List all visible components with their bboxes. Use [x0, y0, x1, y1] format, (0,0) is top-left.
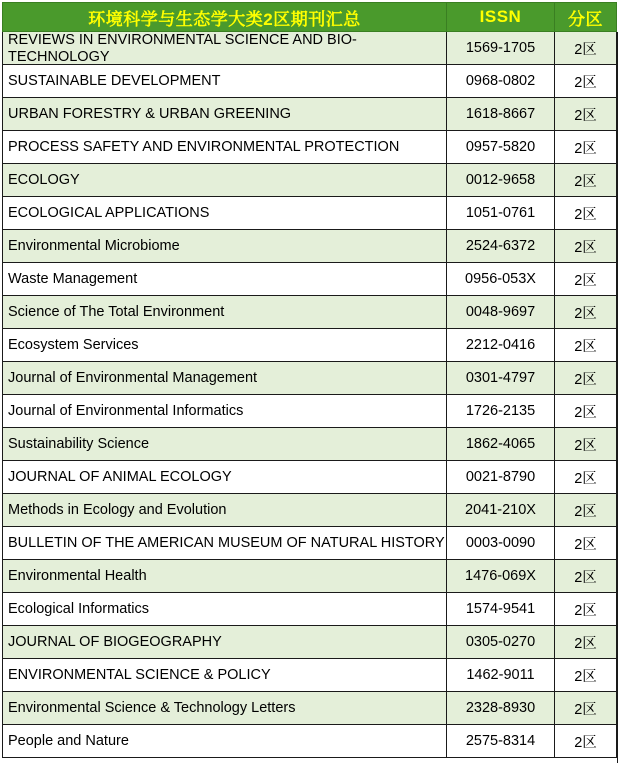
header-row [3, 3, 617, 32]
zone-cell[interactable]: 2区 [555, 131, 617, 164]
issn-cell[interactable]: 0301-4797 [447, 362, 555, 395]
zone-cell[interactable]: 2区 [555, 461, 617, 494]
issn-cell[interactable]: 2575-8314 [447, 725, 555, 758]
journal-name-cell[interactable] [3, 560, 447, 593]
journal-name-cell[interactable] [3, 428, 447, 461]
journal-name-text: Ecosystem Services [8, 337, 139, 353]
issn-cell[interactable]: 0021-8790 [447, 461, 555, 494]
table-row [3, 593, 617, 626]
journal-name-cell[interactable] [3, 593, 447, 626]
table-row [3, 164, 617, 197]
journal-name-cell[interactable] [3, 725, 447, 758]
journal-name-cell[interactable] [3, 296, 447, 329]
zone-cell[interactable]: 2区 [555, 494, 617, 527]
issn-cell[interactable]: 0012-9658 [447, 164, 555, 197]
journal-name-cell[interactable] [3, 395, 447, 428]
journal-name-text: Waste Management [8, 271, 138, 287]
issn-cell[interactable]: 1051-0761 [447, 197, 555, 230]
table-row [3, 263, 617, 296]
zone-cell[interactable]: 2区 [555, 296, 617, 329]
table-row [3, 527, 617, 560]
adjacent-column-edge [617, 32, 621, 763]
zone-cell[interactable]: 2区 [555, 329, 617, 362]
zone-cell[interactable]: 2区 [555, 428, 617, 461]
journal-name-cell[interactable] [3, 626, 447, 659]
table-row [3, 197, 617, 230]
zone-cell[interactable]: 2区 [555, 527, 617, 560]
journal-name-cell[interactable] [3, 329, 447, 362]
issn-cell[interactable]: 1476-069X [447, 560, 555, 593]
journal-name-text: Environmental Science & Technology Letters [8, 700, 296, 716]
journal-name-cell[interactable] [3, 692, 447, 725]
issn-cell[interactable]: 1726-2135 [447, 395, 555, 428]
issn-cell[interactable]: 0957-5820 [447, 131, 555, 164]
issn-cell[interactable]: 1462-9011 [447, 659, 555, 692]
table-row [3, 65, 617, 98]
table-row [3, 626, 617, 659]
issn-cell[interactable]: 0305-0270 [447, 626, 555, 659]
table-row [3, 428, 617, 461]
header-issn[interactable]: ISSN [447, 3, 555, 32]
journal-name-cell[interactable] [3, 263, 447, 296]
journal-name-cell[interactable] [3, 494, 447, 527]
journal-name-text: Ecological Informatics [8, 601, 150, 617]
zone-cell[interactable]: 2区 [555, 560, 617, 593]
zone-cell[interactable]: 2区 [555, 65, 617, 98]
journal-name-cell[interactable] [3, 461, 447, 494]
issn-cell[interactable]: 2041-210X [447, 494, 555, 527]
zone-cell[interactable]: 2区 [555, 692, 617, 725]
journal-name-cell[interactable] [3, 527, 447, 560]
journal-name-text: Environmental Health [8, 568, 147, 584]
journal-name-text: Sustainability Science [8, 436, 150, 452]
issn-cell[interactable]: 1618-8667 [447, 98, 555, 131]
journal-name-cell[interactable] [3, 65, 447, 98]
journal-name-cell[interactable] [3, 230, 447, 263]
zone-cell[interactable]: 2区 [555, 395, 617, 428]
zone-cell[interactable]: 2区 [555, 725, 617, 758]
zone-cell[interactable]: 2区 [555, 197, 617, 230]
table-row [3, 296, 617, 329]
journal-name-cell[interactable] [3, 32, 447, 65]
table-row [3, 362, 617, 395]
table-row [3, 494, 617, 527]
journal-name-cell[interactable] [3, 98, 447, 131]
journal-name-text: URBAN FORESTRY & URBAN GREENING [8, 106, 292, 122]
zone-cell[interactable]: 2区 [555, 164, 617, 197]
table-row [3, 131, 617, 164]
header-zone[interactable]: 分区 [555, 3, 617, 32]
zone-cell[interactable]: 2区 [555, 593, 617, 626]
table-body [3, 32, 617, 758]
table-row [3, 461, 617, 494]
journal-name-text: JOURNAL OF BIOGEOGRAPHY [8, 634, 222, 650]
header-title[interactable]: 环境科学与生态学大类2区期刊汇总 [3, 3, 447, 32]
issn-cell[interactable]: 0968-0802 [447, 65, 555, 98]
journal-name-cell[interactable] [3, 362, 447, 395]
journal-name-text: SUSTAINABLE DEVELOPMENT [8, 73, 221, 89]
issn-cell[interactable]: 0003-0090 [447, 527, 555, 560]
journal-name-text: ENVIRONMENTAL SCIENCE & POLICY [8, 667, 271, 683]
zone-cell[interactable]: 2区 [555, 32, 617, 65]
issn-cell[interactable]: 0956-053X [447, 263, 555, 296]
journal-name-text: ECOLOGY [8, 172, 80, 188]
issn-cell[interactable]: 2212-0416 [447, 329, 555, 362]
journal-name-text: People and Nature [8, 733, 129, 749]
journal-table [2, 2, 617, 758]
journal-name-text: Methods in Ecology and Evolution [8, 502, 227, 518]
table-row [3, 560, 617, 593]
journal-name-cell[interactable] [3, 164, 447, 197]
journal-name-text: Journal of Environmental Management [8, 370, 258, 386]
table-row [3, 725, 617, 758]
table-row [3, 329, 617, 362]
journal-name-cell[interactable] [3, 131, 447, 164]
issn-cell[interactable]: 0048-9697 [447, 296, 555, 329]
journal-name-text: PROCESS SAFETY AND ENVIRONMENTAL PROTECTION [8, 139, 400, 155]
issn-cell[interactable]: 2524-6372 [447, 230, 555, 263]
issn-cell[interactable]: 1862-4065 [447, 428, 555, 461]
journal-name-text: Journal of Environmental Informatics [8, 403, 244, 419]
issn-cell[interactable]: 2328-8930 [447, 692, 555, 725]
table-row [3, 32, 617, 65]
issn-cell[interactable]: 1574-9541 [447, 593, 555, 626]
zone-cell[interactable]: 2区 [555, 230, 617, 263]
zone-cell[interactable]: 2区 [555, 98, 617, 131]
table-row [3, 395, 617, 428]
zone-cell[interactable]: 2区 [555, 626, 617, 659]
journal-name-cell[interactable] [3, 197, 447, 230]
journal-name-text: BULLETIN OF THE AMERICAN MUSEUM OF NATURAL HISTORY [8, 535, 445, 551]
zone-cell[interactable]: 2区 [555, 362, 617, 395]
journal-name-cell[interactable] [3, 659, 447, 692]
issn-cell[interactable]: 1569-1705 [447, 32, 555, 65]
journal-name-text: REVIEWS IN ENVIRONMENTAL SCIENCE AND BIO-TECHNOLOGY [8, 32, 357, 63]
table-row [3, 659, 617, 692]
journal-name-text: Environmental Microbiome [8, 238, 180, 254]
journal-name-text: JOURNAL OF ANIMAL ECOLOGY [8, 469, 232, 485]
table-row [3, 98, 617, 131]
table-row [3, 230, 617, 263]
zone-cell[interactable]: 2区 [555, 659, 617, 692]
table-row [3, 692, 617, 725]
zone-cell[interactable]: 2区 [555, 263, 617, 296]
journal-name-text: Science of The Total Environment [8, 304, 225, 320]
journal-name-text: ECOLOGICAL APPLICATIONS [8, 205, 210, 221]
